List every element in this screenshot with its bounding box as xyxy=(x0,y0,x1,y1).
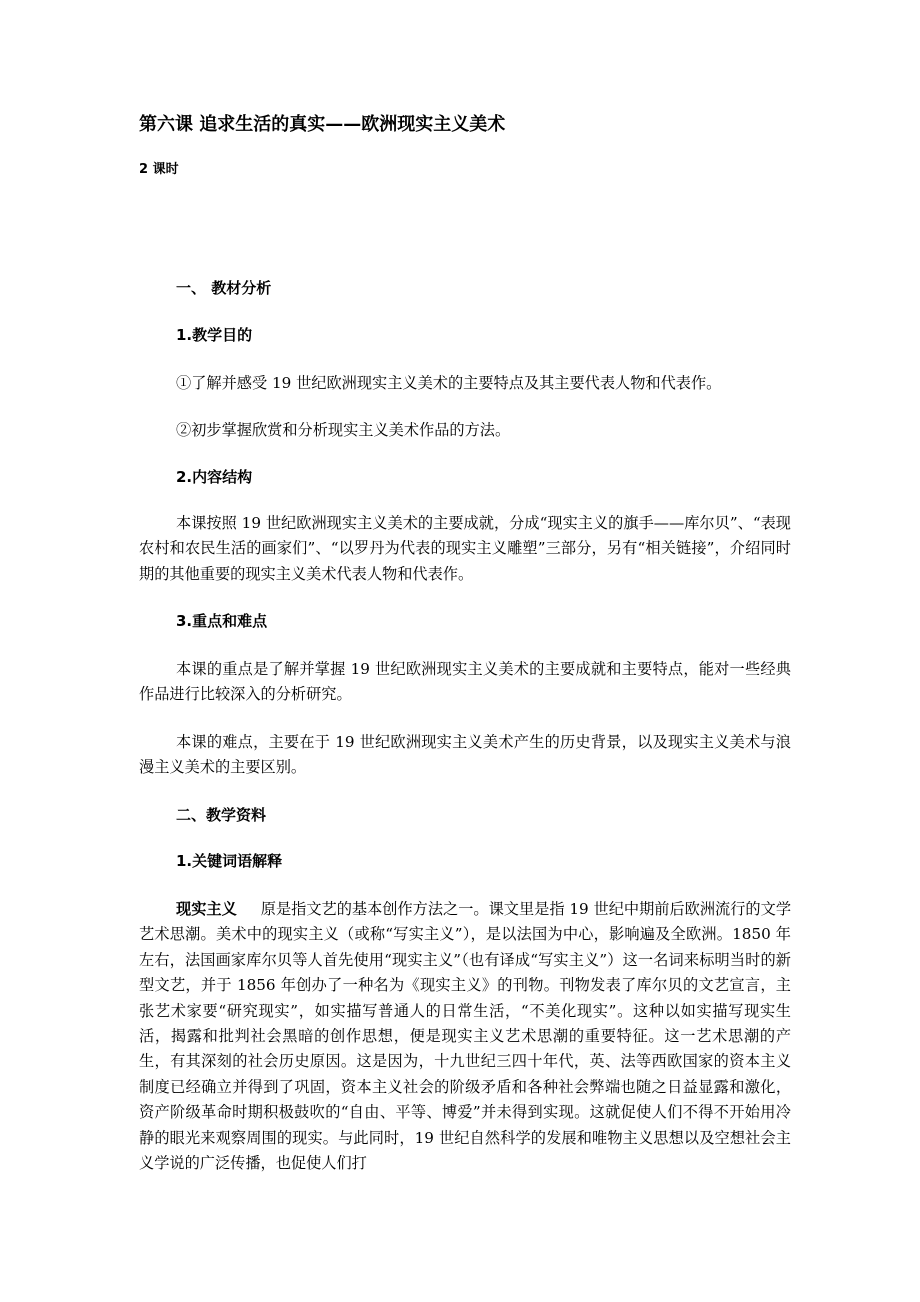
term-realism-text: 原是指文艺的基本创作方法之一。课文里是指 19 世纪中期前后欧洲流行的文学艺术思潮。美术中的现实主义（或称“写实主义”），是以法国为中心，影响遍及全欧洲。1850 年左右，法国画家库尔贝等人首先使用“现实主义”（也有译成“写实主义”）这一名词来标明当时的新型文艺，并于 1856 年创办了一种名为《现实主义》的刊物。刊物发表了库尔贝的文艺宣言，主张艺术家要“研究现实”，如实描写普通人的日常生活，“不美化现实”。这种以如实描写现实生活，揭露和批判社会黑暗的创作思想，便是现实主义艺术思潮的重要特征。这一艺术思潮的产生，有其深刻的社会历史原因。这是因为，十九世纪三四十年代，英、法等西欧国家的资本主义制度已经确立并得到了巩固，资本主义社会的阶级矛盾和各种社会弊端也随之日益显露和激化，资产阶级革命时期积极鼓吹的“自由、平等、博爱”并未得到实现。这就促使人们不得不开始用冷静的眼光来观察周围的现实。与此同时，19 世纪自然科学的发展和唯物主义思想以及空想社会主义学说的广泛传播，也促使人们打 xyxy=(139,900,792,1173)
subheading-content-structure: 2.内容结构 xyxy=(176,468,253,486)
paragraph-content-structure: 本课按照 19 世纪欧洲现实主义美术的主要成就，分成“现实主义的旗手——库尔贝”、“表现农村和农民生活的画家们”、“以罗丹为代表的现实主义雕塑”三部分，另有“相关链接”，介绍同时期的其他重要的现实主义美术代表人物和代表作。 xyxy=(139,514,791,583)
paragraph-key-points: 本课的重点是了解并掌握 19 世纪欧洲现实主义美术的主要成就和主要特点，能对一些经典作品进行比较深入的分析研究。 xyxy=(139,660,791,704)
paragraph-difficulties: 本课的难点，主要在于 19 世纪欧洲现实主义美术产生的历史背景，以及现实主义美术与浪漫主义美术的主要区别。 xyxy=(139,733,791,777)
lesson-title: 第六课 追求生活的真实——欧洲现实主义美术 xyxy=(139,114,506,135)
subheading-key-points: 3.重点和难点 xyxy=(176,612,268,630)
subheading-keyword-explanations: 1.关键词语解释 xyxy=(176,852,283,870)
goal-item-1: ①了解并感受 19 世纪欧洲现实主义美术的主要特点及其主要代表人物和代表作。 xyxy=(176,374,722,392)
subheading-teaching-goals: 1.教学目的 xyxy=(176,326,253,344)
paragraph-realism-definition xyxy=(139,897,791,1176)
goal-item-2: ②初步掌握欣赏和分析现实主义美术作品的方法。 xyxy=(176,421,511,439)
section-heading-teaching-materials: 二、教学资料 xyxy=(176,806,267,824)
lesson-duration: 2 课时 xyxy=(139,162,179,177)
term-realism: 现实主义 xyxy=(176,900,237,918)
section-heading-textbook-analysis: 一、 教材分析 xyxy=(176,279,272,297)
